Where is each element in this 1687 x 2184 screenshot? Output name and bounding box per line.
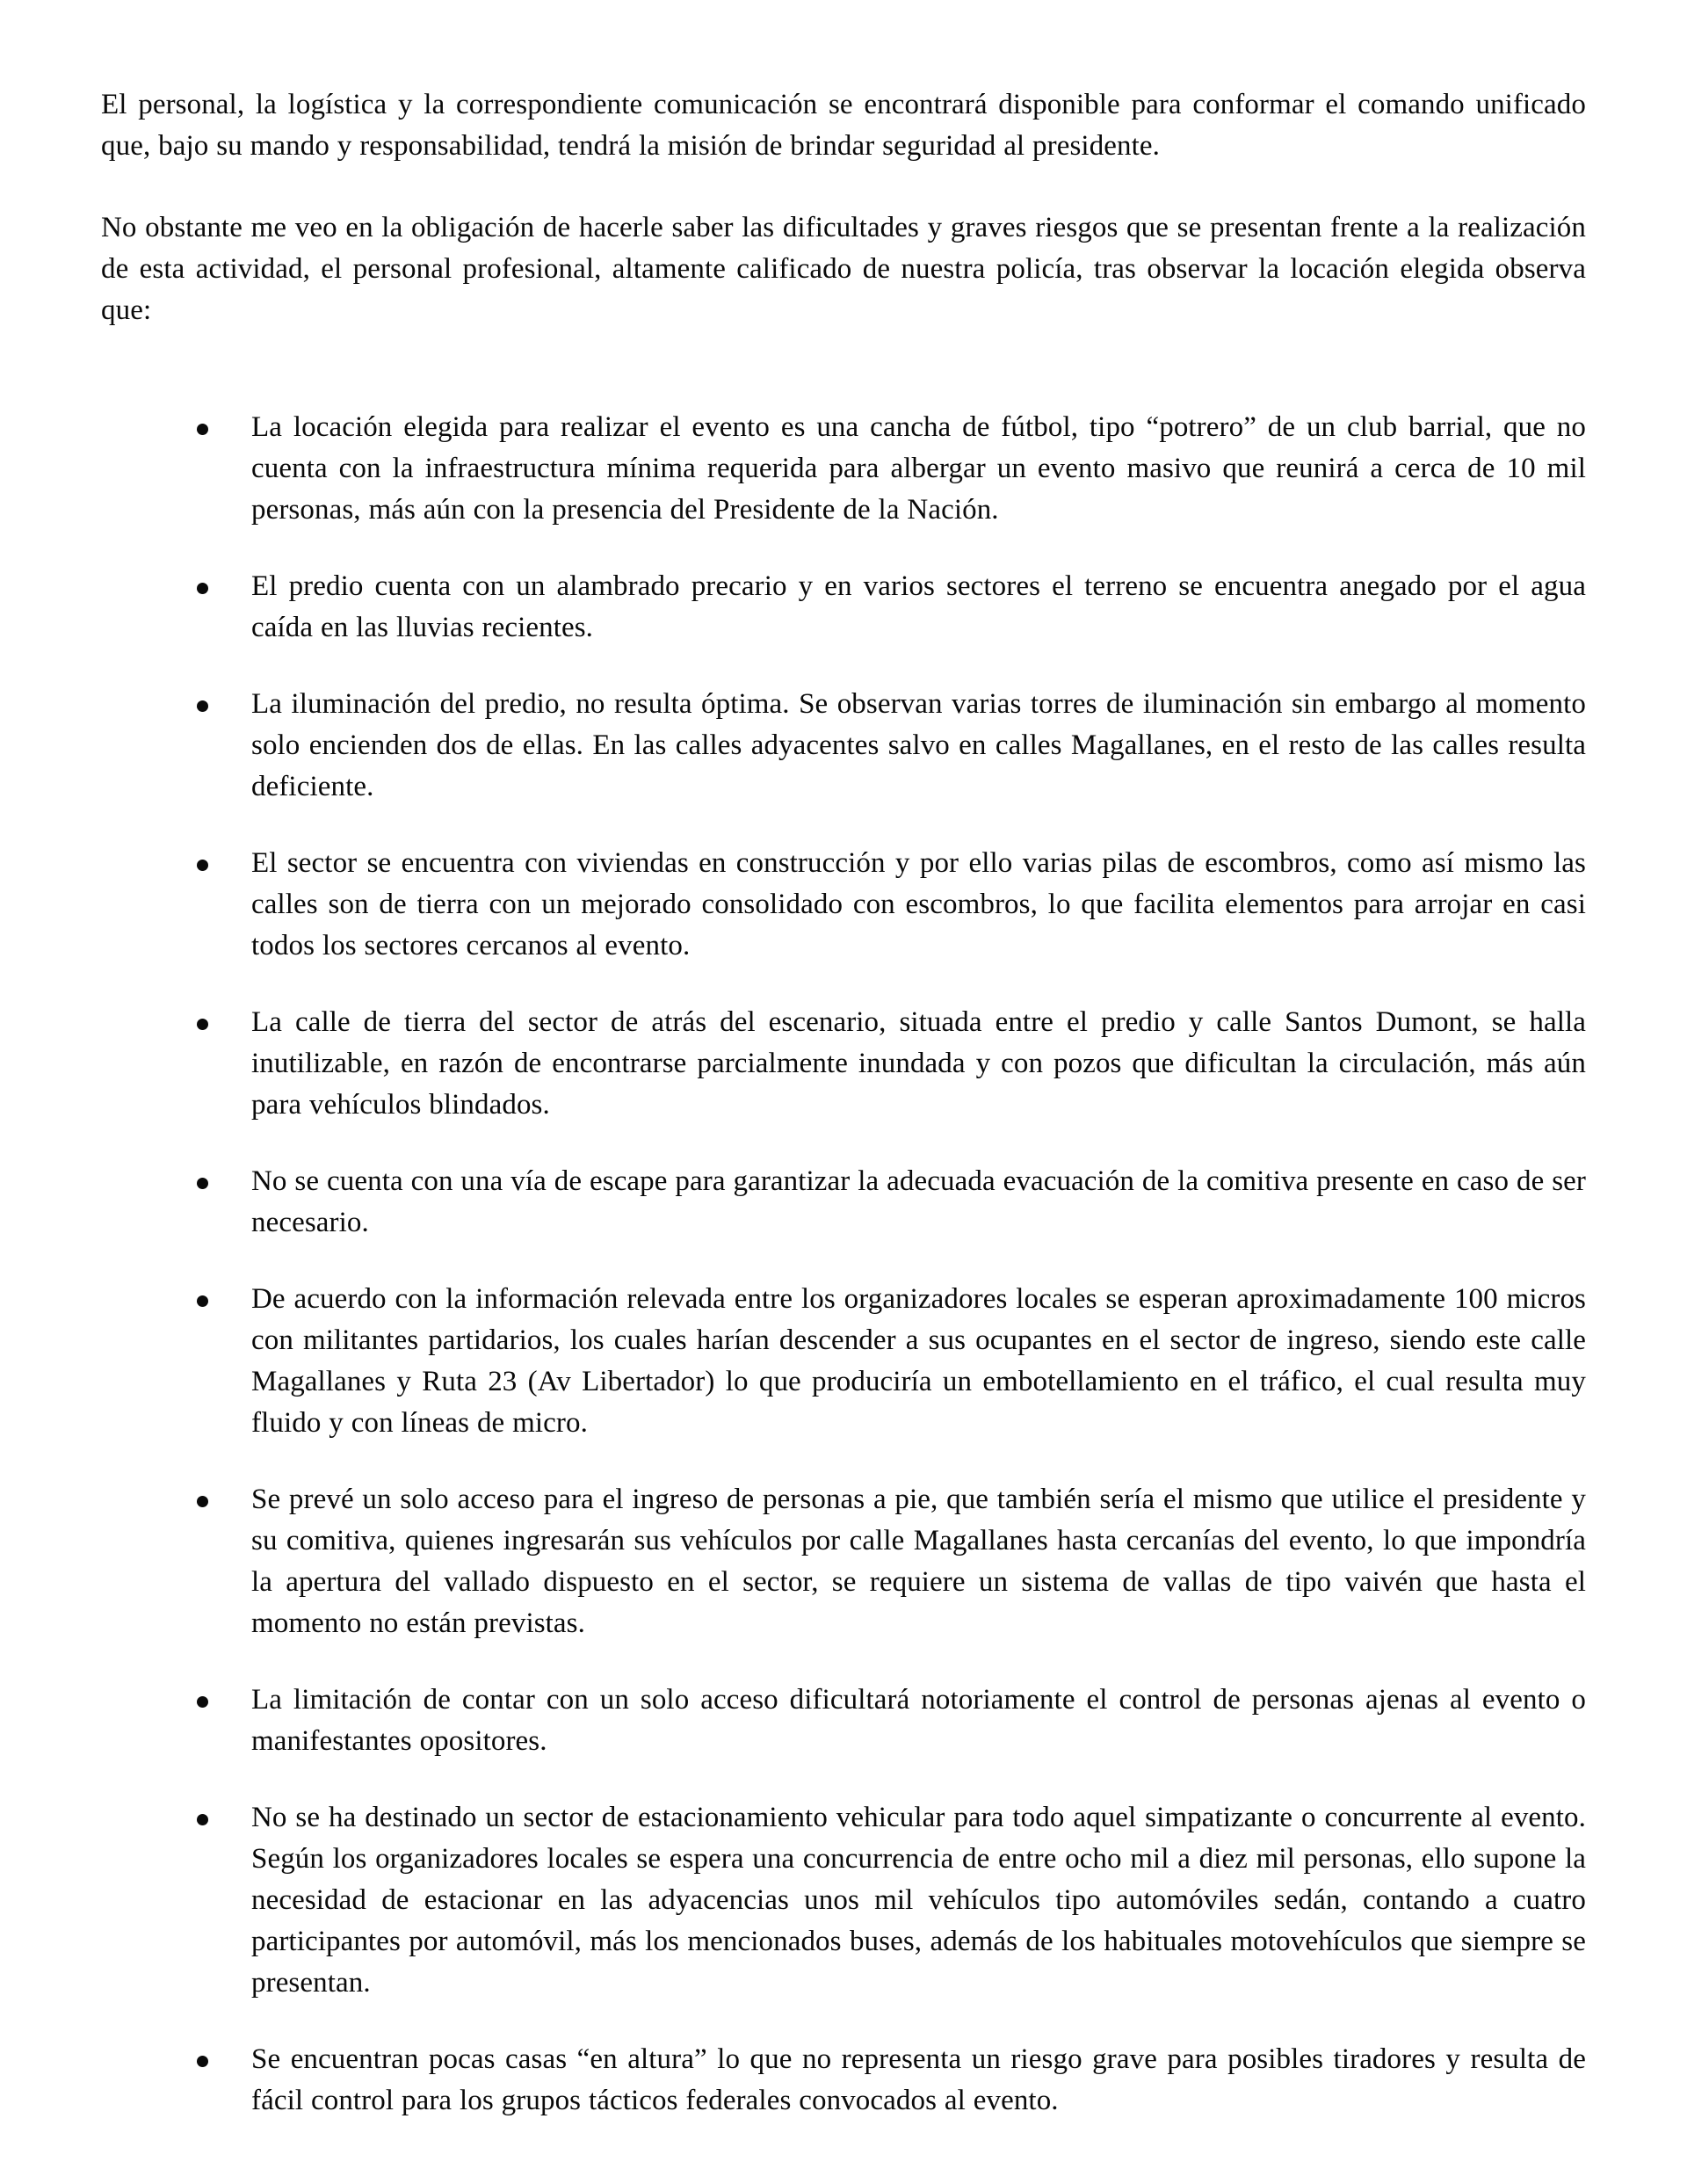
document-body bbox=[101, 84, 1586, 2122]
bullet-point-icon bbox=[197, 1696, 208, 1708]
bullet-text: El predio cuenta con un alambrado precario y en varios sectores el terreno se encuentra anegado por el agua caída en las lluvias recientes. bbox=[251, 570, 1586, 643]
paragraph-intro-personal-logistica: El personal, la logística y la correspondiente comunicación se encontrará disponible para conformar el comando unificado que, bajo su mando y responsabilidad, tendrá la misión de brindar seguridad al presidente. bbox=[101, 89, 1586, 162]
bullet-point-icon bbox=[197, 1496, 208, 1507]
bullet-point-icon bbox=[197, 2056, 208, 2067]
bullet-point-icon bbox=[197, 583, 208, 594]
bullet-text: No se ha destinado un sector de estacionamiento vehicular para todo aquel simpatizante o concurrente al evento. Según los organizadores locales se espera una concurrencia de entre ocho mil a diez mil personas, ello supone la necesidad de estacionar en las adyacencias unos mil vehículos tipo automóviles sedán, contando a cuatro participantes por automóvil, más los mencionados buses, además de los habituales motovehículos que siempre se presentan. bbox=[251, 1802, 1586, 1999]
bullet-point-icon bbox=[197, 1019, 208, 1030]
bullet-calle-tierra-santos-dumont bbox=[188, 1002, 1586, 1126]
bullet-point-icon bbox=[197, 424, 208, 435]
bullet-text: El sector se encuentra con viviendas en construcción y por ello varias pilas de escombros, como así mismo las calles son de tierra con un mejorado consolidado con escombros, lo que facilita elementos para arrojar en casi todos los sectores cercanos al evento. bbox=[251, 847, 1586, 961]
bullet-text: Se prevé un solo acceso para el ingreso de personas a pie, que también sería el mismo que utilice el presidente y su comitiva, quienes ingresarán sus vehículos por calle Magallanes hasta cercanías del evento, lo que impondría la apertura del vallado dispuesto en el sector, se requiere un sistema de vallas de tipo vaivén que hasta el momento no están previstas. bbox=[251, 1484, 1586, 1639]
bullet-iluminacion bbox=[188, 684, 1586, 808]
bullet-text: Se encuentran pocas casas “en altura” lo que no representa un riesgo grave para posibles tiradores y resulta de fácil control para los grupos tácticos federales convocados al evento. bbox=[251, 2043, 1586, 2116]
bullet-via-de-escape bbox=[188, 1161, 1586, 1244]
findings-bullet-list bbox=[188, 407, 1586, 2122]
bullet-locacion-cancha bbox=[188, 407, 1586, 531]
bullet-limitacion-un-acceso bbox=[188, 1680, 1586, 1762]
bullet-casas-en-altura bbox=[188, 2039, 1586, 2122]
bullet-text: La limitación de contar con un solo acceso dificultará notoriamente el control de personas ajenas al evento o manifestantes opositores. bbox=[251, 1684, 1586, 1757]
bullet-text: La calle de tierra del sector de atrás del escenario, situada entre el predio y calle Santos Dumont, se halla inutilizable, en razón de encontrarse parcialmente inundada y con pozos que dificultan la circulación, más aún para vehículos blindados. bbox=[251, 1006, 1586, 1121]
bullet-text: De acuerdo con la información relevada entre los organizadores locales se esperan aproximadamente 100 micros con militantes partidarios, los cuales harían descender a sus ocupantes en el sector de ingreso, siendo este calle Magallanes y Ruta 23 (Av Libertador) lo que produciría un embotellamiento en el tráfico, el cual resulta muy fluido y con líneas de micro. bbox=[251, 1283, 1586, 1439]
bullet-point-icon bbox=[197, 860, 208, 871]
bullet-point-icon bbox=[197, 1814, 208, 1825]
bullet-text: No se cuenta con una vía de escape para garantizar la adecuada evacuación de la comitiva presente en caso de ser necesario. bbox=[251, 1165, 1586, 1238]
bullet-point-icon bbox=[197, 700, 208, 712]
bullet-point-icon bbox=[197, 1295, 208, 1307]
bullet-estacionamiento bbox=[188, 1797, 1586, 2004]
bullet-text: La iluminación del predio, no resulta óptima. Se observan varias torres de iluminación sin embargo al momento solo encienden dos de ellas. En las calles adyacentes salvo en calles Magallanes, en el resto de las calles resulta deficiente. bbox=[251, 688, 1586, 802]
bullet-viviendas-escombros bbox=[188, 843, 1586, 967]
list-spacer bbox=[101, 331, 1586, 407]
bullet-unico-acceso-peatonal bbox=[188, 1479, 1586, 1644]
bullet-100-micros bbox=[188, 1279, 1586, 1444]
bullet-text: La locación elegida para realizar el evento es una cancha de fútbol, tipo “potrero” de un club barrial, que no cuenta con la infraestructura mínima requerida para albergar un evento masivo que reunirá a cerca de 10 mil personas, más aún con la presencia del Presidente de la Nación. bbox=[251, 411, 1586, 526]
paragraph-intro-no-obstante: No obstante me veo en la obligación de hacerle saber las dificultades y graves riesgos que se presentan frente a la realización de esta actividad, el personal profesional, altamente calificado de nuestra policía, tras observar la locación elegida observa que: bbox=[101, 212, 1586, 326]
bullet-point-icon bbox=[197, 1178, 208, 1189]
bullet-alambrado-precario bbox=[188, 566, 1586, 649]
